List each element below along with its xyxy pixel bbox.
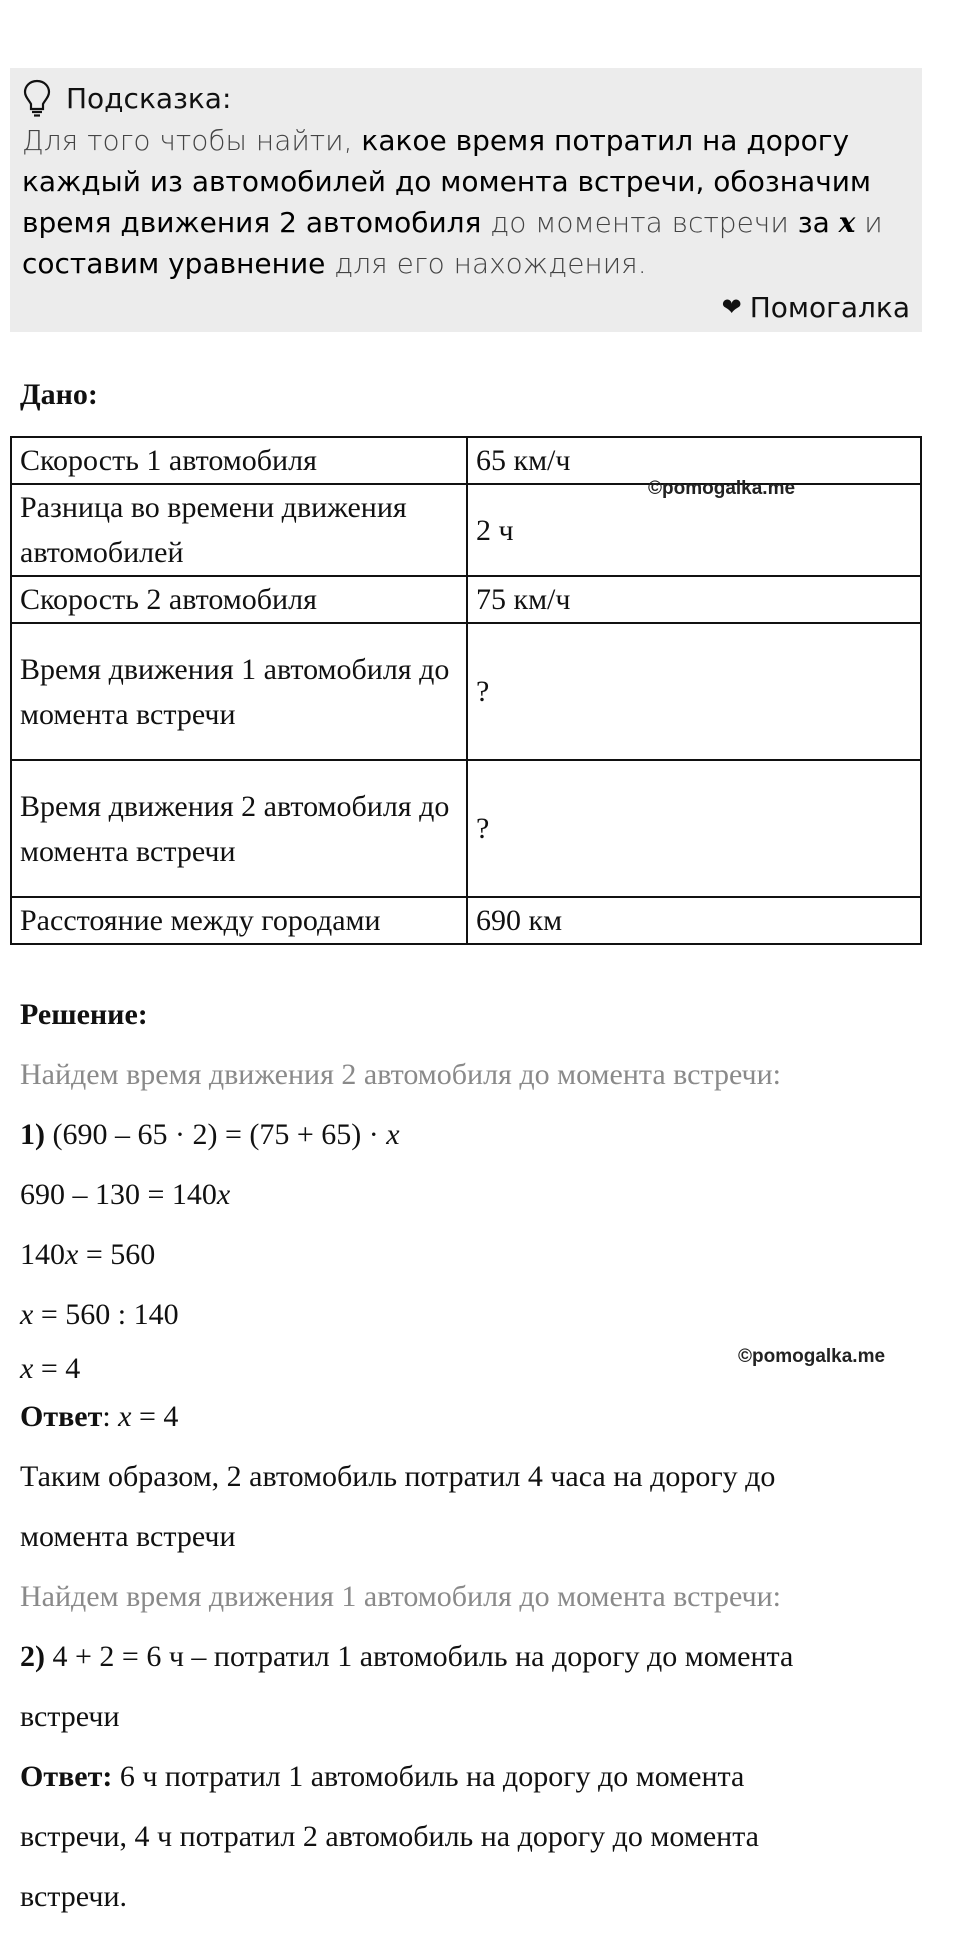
hint-header	[22, 76, 910, 120]
table-cell: 65 км/ч	[467, 437, 921, 484]
answer-2: Ответ: 6 ч потратил 1 автомобиль на дорогу до момента	[20, 1760, 745, 1793]
equation-3: 140x = 560	[20, 1238, 156, 1271]
step2-equation: 2) 4 + 2 = 6 ч – потратил 1 автомобиль на дорогу до момента	[20, 1640, 794, 1673]
table-row	[11, 760, 921, 897]
answer-2-cont2: встречи.	[20, 1880, 127, 1913]
step1-intro: Найдем время движения 2 автомобиля до момента встречи:	[20, 1058, 782, 1091]
table-cell: Скорость 1 автомобиля	[11, 437, 467, 484]
equation-5: x = 4	[20, 1352, 81, 1385]
table-cell: Скорость 2 автомобиля	[11, 576, 467, 623]
table-cell: 690 км	[467, 897, 921, 944]
table-cell: ?	[467, 623, 921, 760]
table-cell: Разница во времени движения автомобилей	[11, 484, 467, 576]
watermark: ©pomogalka.me	[648, 478, 796, 499]
table-row	[11, 437, 921, 484]
table-row	[11, 623, 921, 760]
table-row	[11, 897, 921, 944]
answer-2-cont1: встречи, 4 ч потратил 2 автомобиль на дорогу до момента	[20, 1820, 759, 1853]
solution-heading: Решение:	[20, 998, 148, 1031]
conclusion-1: Таким образом, 2 автомобиль потратил 4 часа на дорогу до	[20, 1460, 776, 1493]
table-cell: Время движения 2 автомобиля до момента встречи	[11, 760, 467, 897]
answer-1: Ответ: x = 4	[20, 1400, 179, 1433]
hint-box	[10, 68, 922, 332]
hint-brand	[722, 287, 910, 328]
step2-intro: Найдем время движения 1 автомобиля до момента встречи:	[20, 1580, 782, 1613]
equation-2: 690 – 130 = 140x	[20, 1178, 231, 1211]
equation-4: x = 560 : 140	[20, 1298, 179, 1331]
lightbulb-icon	[22, 78, 52, 118]
heart-icon: ❤	[721, 293, 742, 321]
hint-title: Подсказка:	[66, 81, 232, 115]
table-cell: 2 ч	[467, 484, 921, 576]
given-heading: Дано:	[20, 378, 98, 411]
table-cell: ?	[467, 760, 921, 897]
table-cell: Время движения 1 автомобиля до момента встречи	[11, 623, 467, 760]
solution	[20, 985, 920, 1927]
table-cell: 75 км/ч	[467, 576, 921, 623]
brand-label: Помогалка	[749, 291, 910, 324]
table-cell: Расстояние между городами	[11, 897, 467, 944]
step2-cont: встречи	[20, 1700, 120, 1733]
conclusion-1-cont: момента встречи	[20, 1520, 236, 1553]
given-table	[10, 436, 922, 945]
watermark: ©pomogalka.me	[738, 1346, 886, 1367]
hint-text: Для того чтобы найти, какое время потратил на дорогу каждый из автомобилей до момента встречи, обозначим время движения 2 автомобиля до момента встречи за x и составим уравнение для его нахождения.	[22, 124, 883, 280]
table-row	[11, 576, 921, 623]
step1-equation: 1) (690 – 65 · 2) = (75 + 65) · x	[20, 1118, 400, 1151]
